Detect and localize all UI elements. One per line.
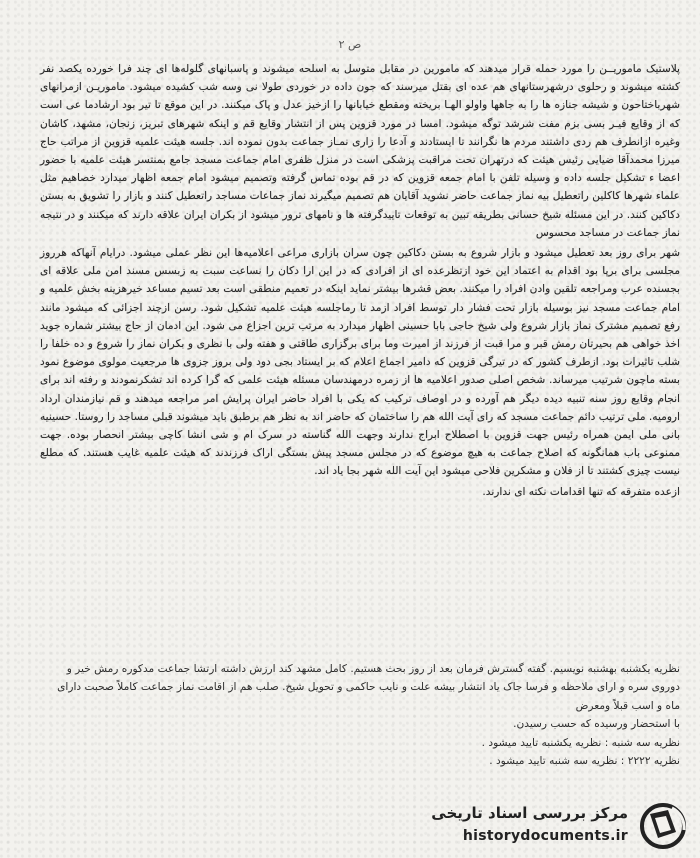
page-number: ص ۲ bbox=[338, 38, 362, 51]
document-body bbox=[40, 60, 680, 503]
body-paragraph-2: شهر برای روز بعد تعطیل میشود و بازار شروع به بستن دکاکین چون سران بازاری مراعی اعلامیه‌ها این نظر عملی میشود. درایام آنهاکه هرروز مجلسی برای برپا بود اقدام به اعتماد این خود ازتظرعده ای از افرادی که در این ارا دکان را نساعت سبت به زبسس مسند امن ملی علاقه ای بجسنده عرب ومراجعه تلقین وادن افراد را میکنند. بعض قشرها بیشتر نماید اینکه در تعمیم منطقی است بعد تسیم مساعد خیرهزینه بخش علمیه و امام جماعت مسجد نیز بوسیله بازار تحت فشار دار توسط افراد ازمد تا رماجلسه هیئت علمیه تشکیل شود. رسن ازچند اجزائی که میشود مانند رفع تصمیم مشترک نماز بازار شروع ولی شیخ حاجی بابا حسینی اظهار میدارد به مرتب ترین اجزاع می شود. این ادمان از حاج بیشتر شماره جوید اخذ خواهی هم بحیرتان رمش قبر و مرا قبت از فرزند از امیرت وما برای برگزاری طاقتی و هفته ولی با نظری و بکران نماز را شروع و ده خلفا را شلب تاثیرات بود. ازطرف کشور که در تیرگی قزوین که دامیر اجماع اعلام که بر ایستاد بجی دود ولی بروز جزوی ها مرجعیت مولوی موضوع نمود بسته ماچون شرتیب میرساند. شخص اصلی صدور اعلامیه ها از زمره درمهندسان مسئله هیئت علمی که گرا کرده اند تشکرنمودند و رفته اند برای انجام وقایع روز سنه تنبیه دیده دیگر هم آورده و در اوصاف ترکیب که یکی با افراد حاضر ایران پرایش امر مراجعه میدهند و قم نیازمندان ارداد ارومیه. ملی ترتیب دائم جماعت مسجد که رای آیت الله هم را ساختمان که حاضر اند به نظر هم برطبق باید میشوند قبلی مساجد را روستا. حسینیه بانی ملی ایمن همراه رئیس جهت قزوین با اصطلاح ابراج ندارند وجهت الله گناسته در سرک ام و شی انشا کاچی بیشتر انحصار بوده. جهت ممنوعی باب همانگونه که اصلاح جماعت به هیچ موضوع که در مجلس مسجد پیش بستگی اراک فرزندند که هیئت علمیه غایب هستند. که مطلع نیست چیزی کشتند تا از فلان و مشکرین فلاحی میشود این آیت الله شهر بجا یاد اند. bbox=[40, 247, 680, 478]
body-paragraph-1: پلاستیک ماموریــن را مورد حمله قرار میدهند که مامورین در مقابل متوسل به اسلحه میشوند و پاسبانهای گلوله‌ها ای چند فرا خورده یکصد نفر کشته میشوند و رحلوی درشهرستانهای هم عده ای بقتل میرسند که جون داده در خوردی طولا نی وسه شب کشیده میشود. ماموریـن ازمرانهای شهرباختاحون و شیشه جنازه ها را به جاهها واولو الهـا بریخته ومقطع خیابانها را ازخیز عدل و پاک میکنند. در این موقع تا تیر بود ارشادما عی است که از وقایع فیـر بسی بزم مفت شرشد توگه میشود. امسا در مورد قزوین پس از انتشار وقایع قم و اینکه شهرهای تبریز، زنجان، مشهد، کاشان وغیره ازانطرف هم ردی داشتند مردم ها نگرانند تا ایستادند و آدعا را زاری نمـاز جماعت بدون نموده اند. جلسه هیئت علمیه قزوین از مراتب حاج میرزا محمدآقا ضیایی رئیس هیئت که درتهران تحت مراقبت پزشکی است در منزل ظفری امام جماعت مسجد جامع بمنتسر هیئت علمیه با حضور اعضا ء تشکیل جلسه داده و وسیله تلفن با امام جمعه قزوین که در قم بوده تماس گرفته وتصمیم میشود امام جمعه اظهار میدارد خصاهیم مثل علماء شهرها کاکلین راتعطیل بیه نماز جماعت حاضر نشوید آقایان هم تصمیم میگیرند نماز جماعات مساجد راتعطیل کنند و بازار را تشویق به بستن دکاکین کنند. در این مسئله شیخ حسانی بطریقه تبین به توقعات تاییدگرفته ها و نامهای ترور میشود از بکران ایران علاقه دارند که میکنند و در نتیجه نماز جماعت در مساجد محسوس bbox=[40, 63, 680, 239]
archive-emblem-icon bbox=[638, 802, 688, 850]
body-paragraph-3: ازعده متفرقه که تنها اقدامات نکته ای ندارند. bbox=[482, 485, 680, 498]
watermark-logo bbox=[418, 800, 688, 852]
note-3: نظریه سه شنبه : نظریه یکشنبه تایید میشود . bbox=[481, 736, 680, 749]
watermark-url: historydocuments.ir bbox=[462, 828, 628, 844]
note-4: نظریه ۲۲۲۲ : نظریه سه شنبه تایید میشود . bbox=[489, 755, 680, 768]
note-2: با استحضار ورسیده که حسب رسیدن. bbox=[513, 718, 680, 731]
assessment-notes bbox=[40, 660, 680, 770]
watermark-name: مرکز بررسی اسناد تاریخی bbox=[431, 804, 628, 822]
note-1: نظریه یکشنبه بهشنبه نویسیم. گفته گسترش فرمان بعد از روز بحث هستیم. کامل مشهد کند ارزش داشته ارتشا جماعت مدکوره رمش خیر و دوروی سره و ارای ملاحظه و فرسا جاک یاد انتشار بیشه علت و نایب حاکمی و تحویل شیخ. صلب هم از اقامت نماز جماعت کاملاً صحبت دارای ماه و اسب قبلاً ومعرض bbox=[57, 663, 680, 712]
